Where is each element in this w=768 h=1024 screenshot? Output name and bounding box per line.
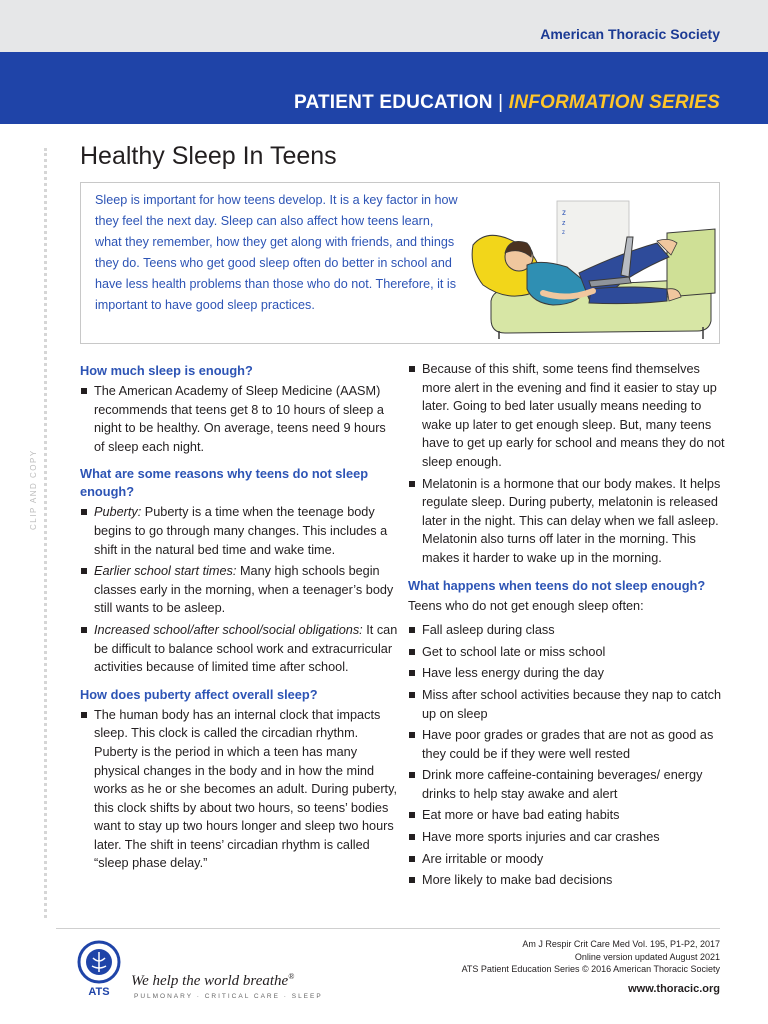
footer-divider <box>56 928 720 929</box>
list-item: Have less energy during the day <box>408 664 726 683</box>
list-item <box>80 503 398 559</box>
page-title: Healthy Sleep In Teens <box>80 142 337 170</box>
tagline-text: We help the world breathe <box>131 973 289 989</box>
intro-text: Sleep is important for how teens develop. It is a key factor in how they feel the next day. Sleep can also affect how teens learn, what they remember, how they get along with friends, and things they do. Teens who get good sleep often do better in school and have less health problems than those who do not. Therefore, it is important to have good sleep practices. <box>95 193 458 312</box>
citation-line: ATS Patient Education Series © 2016 American Thoracic Society <box>461 964 720 974</box>
list-item: Get to school late or miss school <box>408 643 726 662</box>
list-item-text: It can be difficult to balance school work and extracurricular activities because of limited time after school. <box>94 622 398 675</box>
tagline-mark: ® <box>288 972 295 981</box>
list-item-text: Puberty is a time when the teenage body begins to go through many changes. This includes a shift in the natural bed time and wake time. <box>94 505 388 557</box>
citation-line: Am J Respir Crit Care Med Vol. 195, P1-P2, 2017 <box>522 939 720 949</box>
how-much-list <box>80 382 398 456</box>
list-item: Fall asleep during class <box>408 621 726 640</box>
citation-block <box>462 938 720 976</box>
heading-puberty: How does puberty affect overall sleep? <box>80 686 318 702</box>
website-link[interactable]: www.thoracic.org <box>628 983 720 995</box>
list-item <box>80 562 398 618</box>
what-happens-list <box>408 621 726 890</box>
svg-text:z: z <box>562 208 566 217</box>
tagline-sub: PULMONARY · CRITICAL CARE · SLEEP <box>134 993 323 1000</box>
heading-how-much-sleep: How much sleep is enough? <box>80 363 253 378</box>
svg-text:z: z <box>562 220 566 227</box>
series-subtitle: INFORMATION SERIES <box>508 92 720 113</box>
list-item: The American Academy of Sleep Medicine (AASM) recommends that teens get 8 to 10 hours of sleep a night to be healthy. On average, teens need 9 hours of sleep each night. <box>80 382 398 456</box>
list-item: Have poor grades or grades that are not as good as they could be if they were well rested <box>408 726 726 763</box>
citation-line: Online version updated August 2021 <box>574 951 720 962</box>
heading-reasons: What are some reasons why teens do not sleep enough? <box>80 466 369 500</box>
intro-box <box>80 182 720 344</box>
list-item: More likely to make bad decisions <box>408 871 726 890</box>
clip-and-copy-note: CLIP AND COPY <box>29 449 38 530</box>
list-item <box>80 621 398 677</box>
series-main: PATIENT EDUCATION <box>294 92 493 113</box>
list-item-lead: Earlier school start times: <box>94 564 237 579</box>
right-column <box>408 360 726 893</box>
list-item: Because of this shift, some teens find themselves more alert in the evening and find it easier to stay up later. Going to bed later usually means needing to wake up later to get enough sleep. But, many teens have to get up early for school and means they do not sleep enough. <box>408 360 726 472</box>
list-item: Melatonin is a hormone that our body makes. It helps regulate sleep. During puberty, melatonin is released later in the night. This can delay when we fall asleep. Melatonin also turns off later in the morning. This makes it harder to wake up in the morning. <box>408 475 726 568</box>
header-top-bar <box>0 0 768 52</box>
list-item: Miss after school activities because they nap to catch up on sleep <box>408 686 726 723</box>
series-title <box>294 92 720 114</box>
sleeping-teen-illustration <box>471 193 717 339</box>
ats-logo-icon <box>76 940 122 998</box>
reasons-list <box>80 503 398 676</box>
list-item: Are irritable or moody <box>408 850 726 869</box>
list-item-lead: Increased school/after school/social obligations: <box>94 622 363 637</box>
logo-text: ATS <box>88 986 110 998</box>
list-item: The human body has an internal clock that impacts sleep. This clock is called the circadian rhythm. Puberty is the period in which a teen has many physical changes in the body and in how the mind works as he or she becomes an adult. During puberty, this clock shifts by about two hours, so teens’ bodies want to stay up two hours longer and sleep two hours later. The shift in teens’ circadian rhythm is called “sleep phase delay.” <box>80 706 398 873</box>
list-item: Have more sports injuries and car crashes <box>408 828 726 847</box>
heading-what-happens: What happens when teens do not sleep enough? <box>408 577 706 593</box>
tagline <box>131 972 294 990</box>
org-name: American Thoracic Society <box>540 26 720 42</box>
series-separator: | <box>492 92 509 113</box>
left-column <box>80 362 398 876</box>
what-happens-intro: Teens who do not get enough sleep often: <box>408 598 644 613</box>
list-item-text: Many high schools begin classes early in the morning, when a teenager’s body still wants to be asleep. <box>94 564 394 616</box>
list-item: Drink more caffeine-containing beverages/ energy drinks to help stay awake and alert <box>408 766 726 803</box>
puberty-list-left <box>80 706 398 873</box>
svg-text:z: z <box>562 230 565 236</box>
list-item-lead: Puberty: <box>94 505 142 520</box>
list-item: Eat more or have bad eating habits <box>408 806 726 825</box>
puberty-list-right <box>408 360 726 568</box>
clip-guide-dots <box>44 148 47 918</box>
